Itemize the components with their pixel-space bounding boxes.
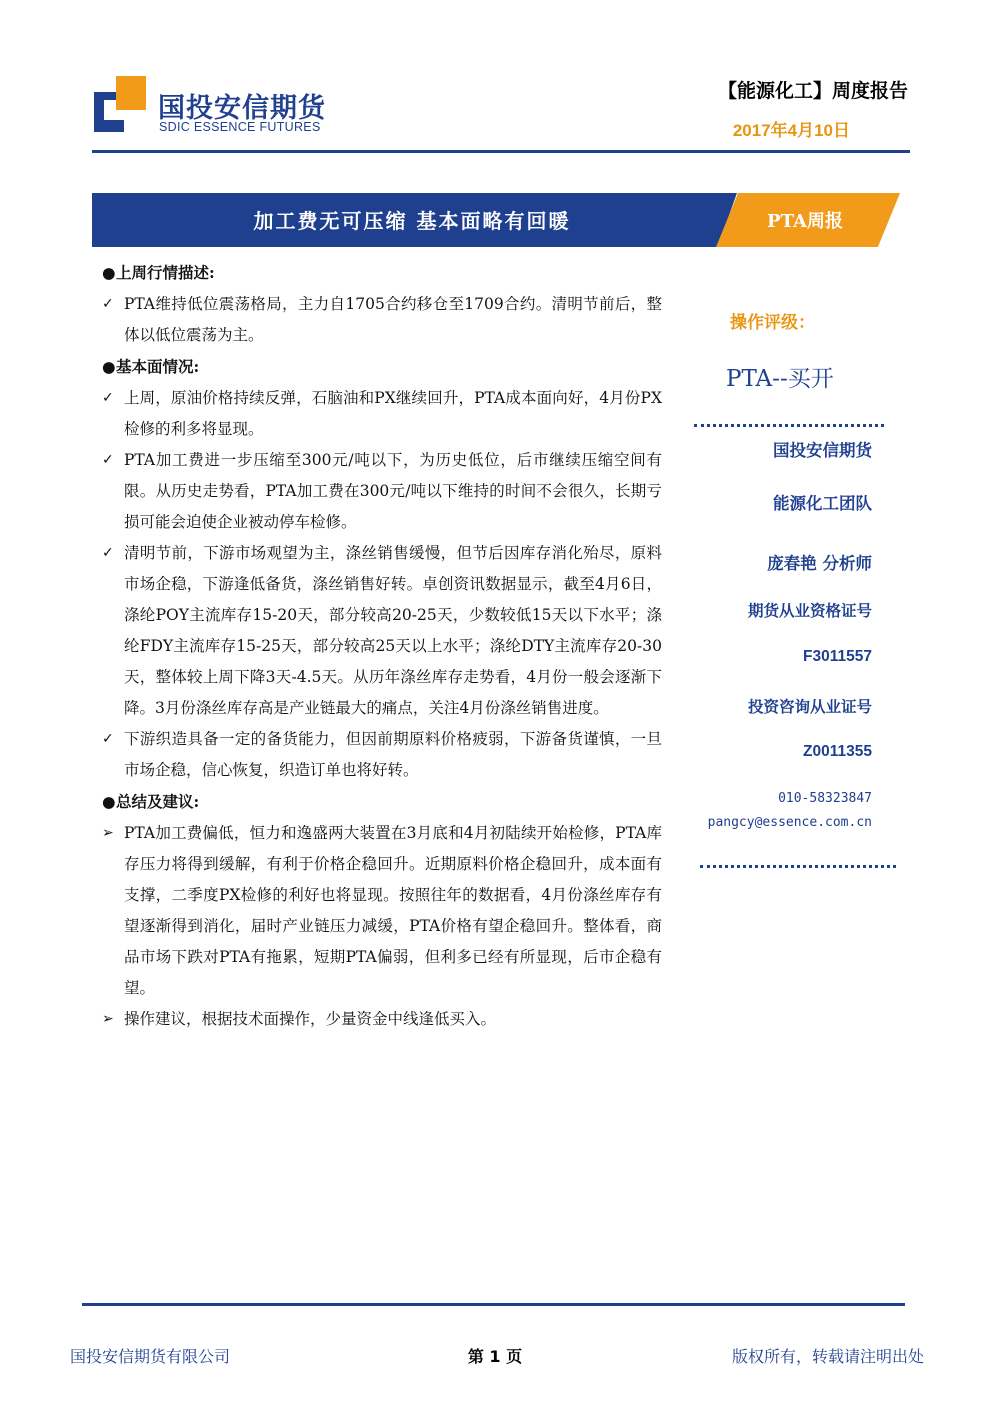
sidebar-team: 能源化工团队 [773,494,872,513]
company-logo-mark [94,76,146,132]
paragraph: PTA加工费偏低，恒力和逸盛两大装置在3月底和4月初陆续开始检修，PTA库存压力将得到缓解，有利于价格企稳回升。近期原料价格企稳回升，成本面有支撑，二季度PX检修的利好也将显现。按照往年的数据看，4月份涤丝库存有望逐渐得到消化，届时产业链压力减缓，PTA价格有望企稳回升。整体看，商品市场下跌对PTA有拖累，短期PTA偏弱，但利多已经有所显现，后市企稳有望。 [124,824,662,997]
bullet-icon: ● [102,264,116,282]
sidebar-analyst: 庞春艳 分析师 [767,554,872,573]
report-body [102,257,662,1035]
list-item [102,383,662,445]
footer-copyright: 版权所有，转载请注明出处 [731,1347,924,1366]
arrow-icon: ➢ [102,1011,114,1027]
paragraph: 清明节前，下游市场观望为主，涤丝销售缓慢，但节后因库存消化殆尽，原料市场企稳，下游逢低备货，涤丝销售好转。卓创资讯数据显示，截至4月6日，涤纶POY主流库存15-20天，部分较高20-25天，少数较低15天以下水平；涤纶FDY主流库存15-25天，部分较高25天以上水平；涤纶DTY主流库存20-30天，整体较上周下降3天-4.5天。从历年涤丝库存走势看，4月份一般会逐渐下降。3月份涤丝库存高是产业链最大的痛点，关注4月份涤丝销售进度。 [124,544,662,717]
list-item [102,724,662,786]
footer-divider [82,1303,905,1306]
sidebar-divider [694,424,884,427]
company-logo-english: SDIC ESSENCE FUTURES [159,120,321,134]
paragraph: 上周，原油价格持续反弹，石脑油和PX继续回升，PTA成本面向好，4月份PX检修的利多将显现。 [124,389,662,438]
consult-label: 投资咨询从业证号 [747,698,872,716]
page-number: 第 1 页 [467,1347,523,1366]
list-item [102,538,662,724]
contact-email[interactable]: pangcy@essence.com.cn [707,815,872,830]
report-date: 2017年4月10日 [732,121,850,140]
rating-label: 操作评级： [730,313,815,333]
consult-number: Z0011355 [803,743,872,760]
check-icon: ✓ [102,390,114,406]
contact-phone: 010-58323847 [778,791,872,806]
sidebar-divider [700,865,896,868]
report-tag: PTA周报 [767,211,843,232]
list-item [102,1004,662,1035]
paragraph: PTA加工费进一步压缩至300元/吨以下，为历史低位，后市继续压缩空间有限。从历史走势看，PTA加工费在300元/吨以下维持的时间不会很久，长期亏损可能会迫使企业被动停车检修。 [124,451,662,531]
paragraph: PTA维持低位震荡格局，主力自1705合约移仓至1709合约。清明节前后，整体以低位震荡为主。 [124,295,662,344]
report-type: 【能源化工】周度报告 [717,80,908,102]
paragraph: 操作建议，根据技术面操作，少量资金中线逢低买入。 [124,1010,497,1028]
cert-label: 期货从业资格证号 [747,602,872,620]
bullet-icon: ● [102,358,116,376]
check-icon: ✓ [102,545,114,561]
report-title: 加工费无可压缩 基本面略有回暖 [253,209,571,233]
list-item [102,818,662,1004]
sidebar-company: 国投安信期货 [773,441,872,460]
check-icon: ✓ [102,731,114,747]
list-item [102,445,662,538]
header-divider [92,150,910,153]
footer-company: 国投安信期货有限公司 [70,1347,231,1366]
company-logo-text: 国投安信期货 [158,93,326,124]
rating-value: PTA--买开 [726,366,834,392]
cert-number: F3011557 [803,648,872,665]
section-heading: ●上周行情描述: [102,257,662,289]
section-heading: ●总结及建议: [102,786,662,818]
arrow-icon: ➢ [102,825,114,841]
check-icon: ✓ [102,296,114,312]
section-heading: ●基本面情况: [102,351,662,383]
bullet-icon: ● [102,793,116,811]
list-item [102,289,662,351]
check-icon: ✓ [102,452,114,468]
paragraph: 下游织造具备一定的备货能力，但因前期原料价格疲弱，下游备货谨慎，一旦市场企稳，信心恢复，织造订单也将好转。 [124,730,662,779]
